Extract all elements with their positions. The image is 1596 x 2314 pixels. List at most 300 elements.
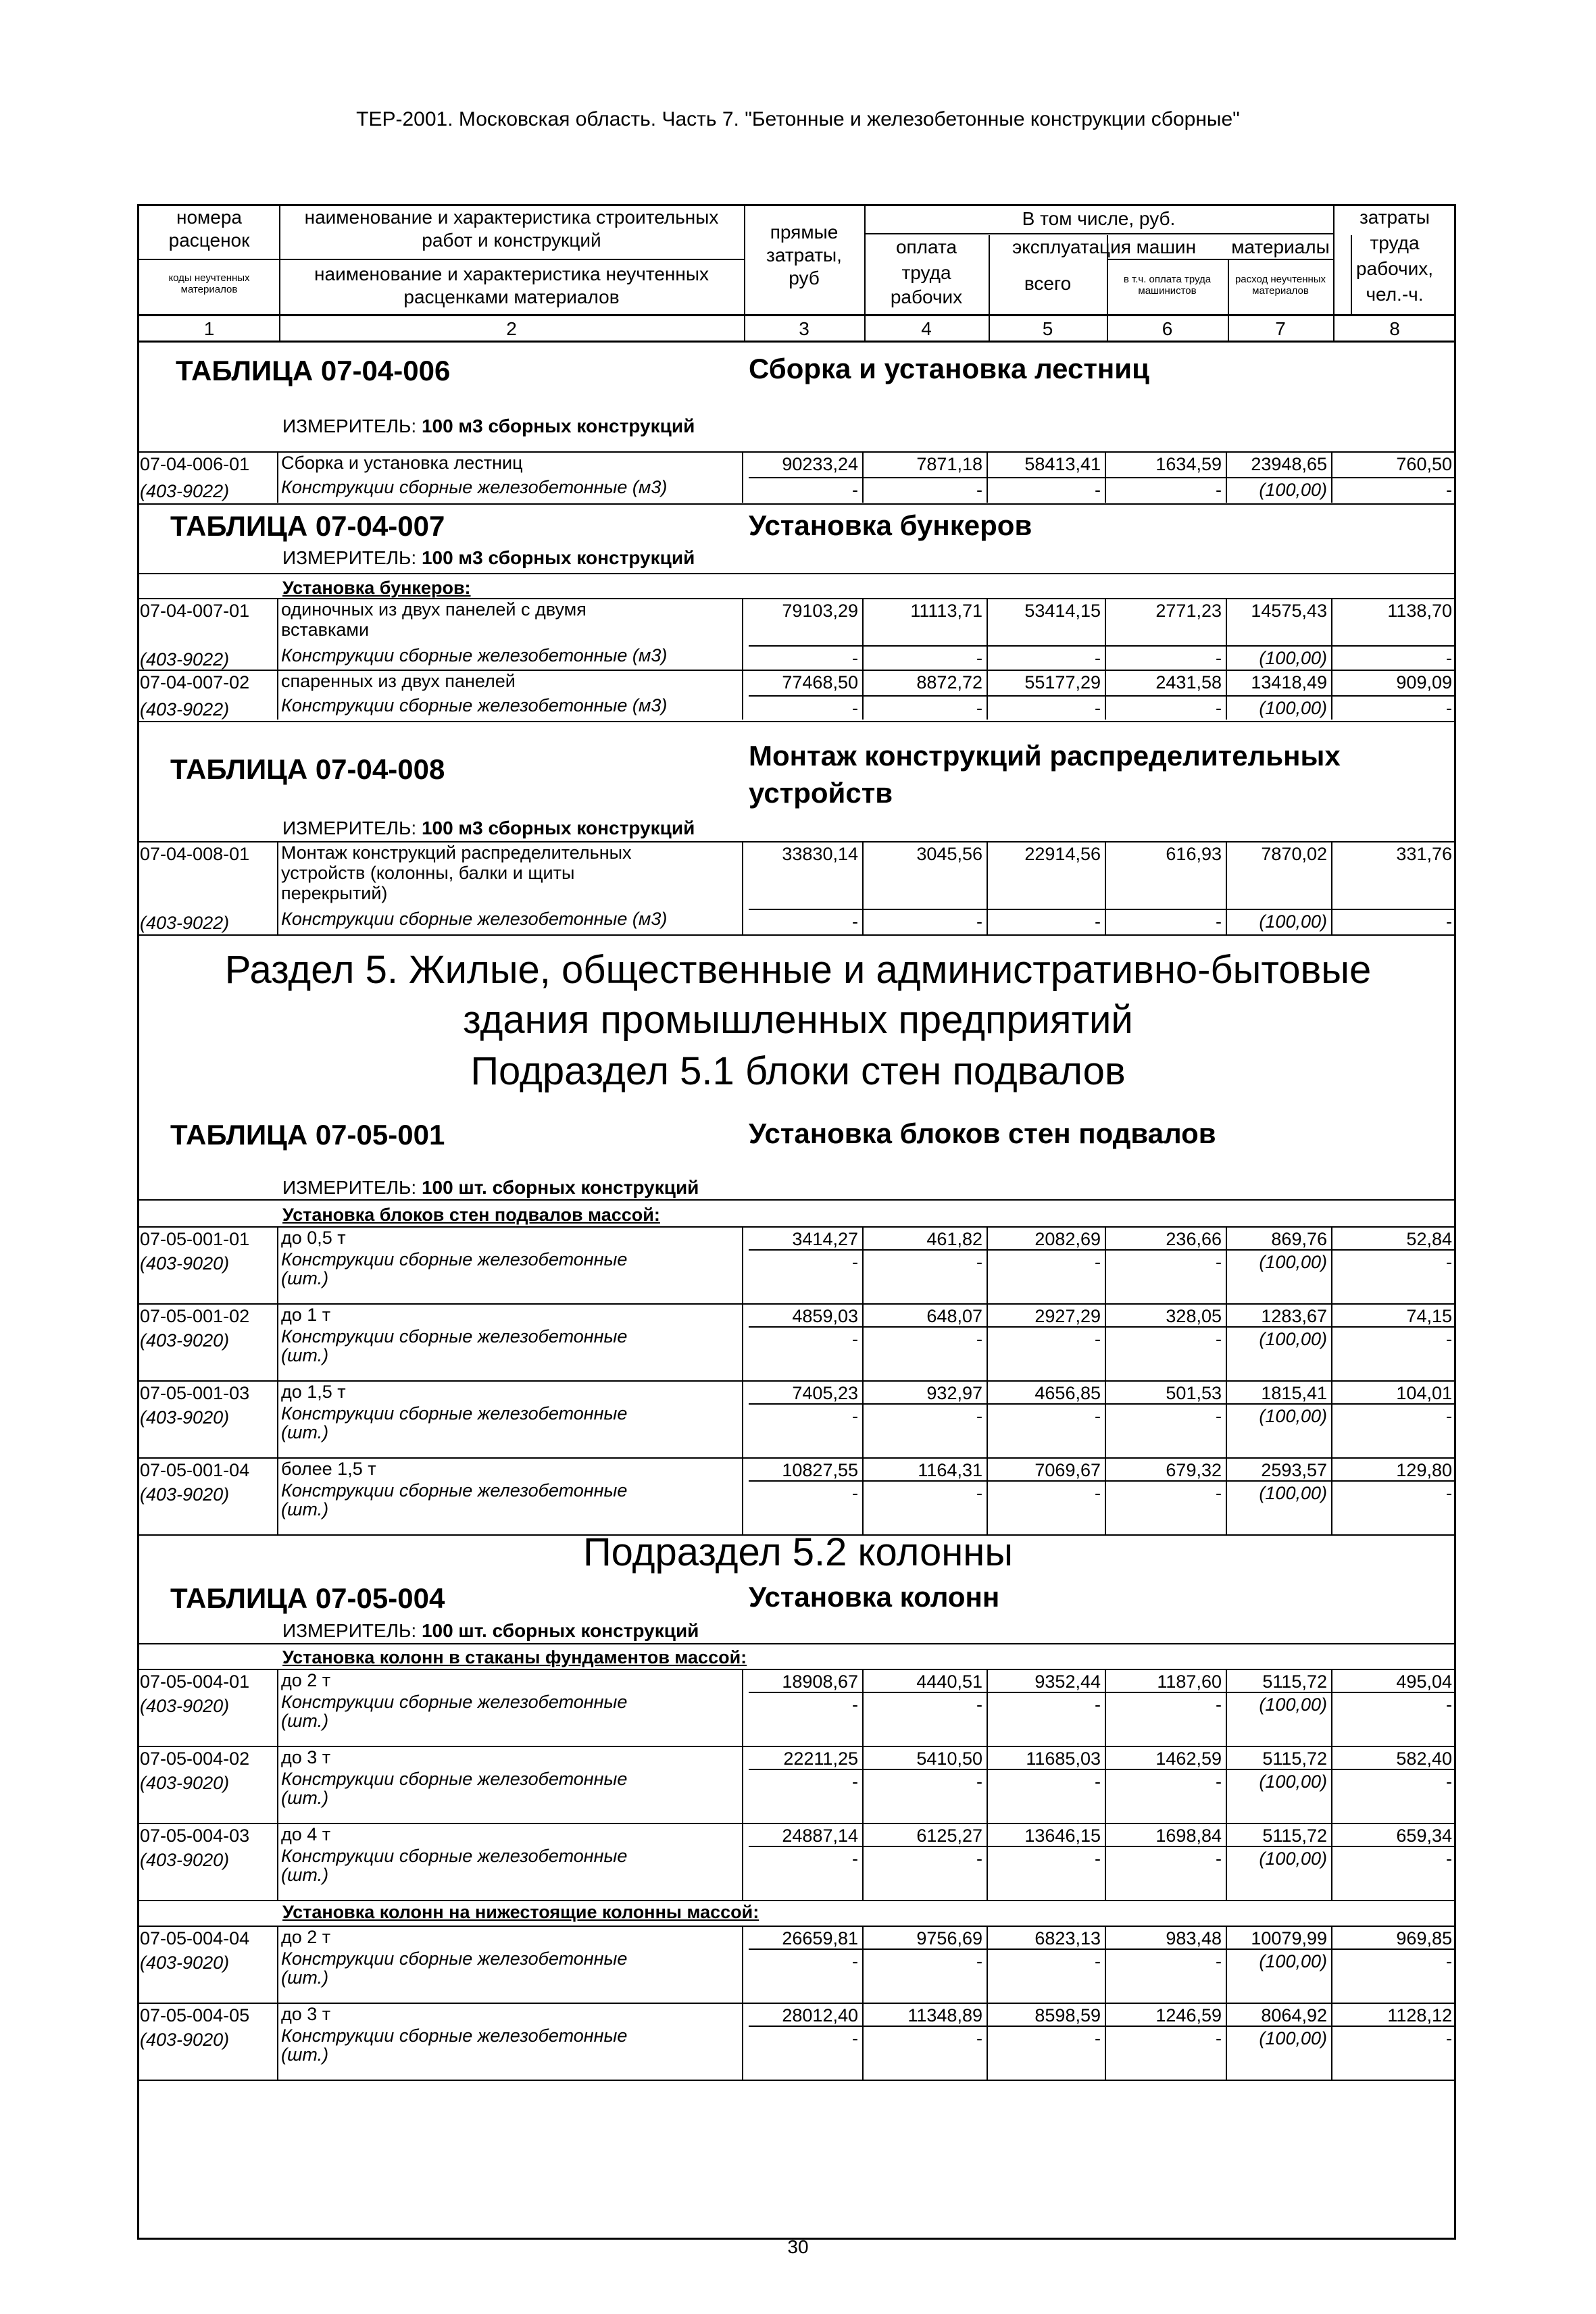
value-cell: 495,04 (1396, 1671, 1452, 1692)
value-cell: - (976, 1848, 982, 1869)
value-cell: 236,66 (1166, 1229, 1222, 1249)
material-name: (шт.) (281, 1268, 329, 1288)
rule (137, 1900, 1456, 1901)
rate-code: 07-05-004-04 (140, 1928, 250, 1948)
material-code: (403-9022) (140, 699, 230, 720)
value-cell: - (852, 911, 858, 932)
value-cell: 4859,03 (792, 1306, 858, 1326)
value-cell: - (1095, 648, 1101, 668)
value-cell: 79103,29 (782, 601, 858, 621)
material-name: Конструкции сборные железобетонные (281, 1948, 628, 1969)
value-cell: - (1095, 1694, 1101, 1715)
value-cell: 1164,31 (918, 1460, 982, 1480)
value-cell: 1698,84 (1155, 1826, 1222, 1846)
value-cell: 331,76 (1396, 844, 1452, 864)
table-name: Установка колонн (749, 1581, 1000, 1613)
value-cell: 5115,72 (1262, 1671, 1327, 1692)
rule (749, 695, 1456, 697)
rate-code: 07-04-007-01 (140, 601, 250, 621)
value-cell: - (1216, 1252, 1222, 1272)
value-cell: (100,00) (1259, 1951, 1327, 1971)
value-cell: 5410,50 (916, 1749, 982, 1769)
value-cell: - (1446, 648, 1452, 668)
material-code: (403-9020) (140, 1253, 230, 1274)
value-cell: - (1216, 2028, 1222, 2048)
value-cell: - (852, 1951, 858, 1971)
value-cell: 5115,72 (1262, 1826, 1327, 1846)
page-number: 30 (787, 2236, 809, 2257)
value-cell: - (1446, 2028, 1452, 2048)
value-cell: 1128,12 (1387, 2005, 1452, 2026)
value-cell: - (852, 1252, 858, 1272)
value-cell: - (1095, 1848, 1101, 1869)
header-name-bottom1: наименование и характеристика неучтенных (314, 263, 709, 284)
rule (749, 1326, 1456, 1328)
material-name: Конструкции сборные железобетонные (281, 1846, 628, 1866)
value-cell: 1634,59 (1155, 454, 1222, 474)
work-name: вставками (281, 620, 370, 640)
rule (749, 1403, 1456, 1405)
value-cell: 1462,59 (1155, 1749, 1222, 1769)
rate-code: 07-05-001-02 (140, 1306, 250, 1326)
material-name: (шт.) (281, 1788, 329, 1808)
work-name: перекрытий) (281, 883, 388, 903)
value-cell: - (1095, 1951, 1101, 1971)
value-cell: (100,00) (1259, 648, 1327, 668)
material-name: Конструкции сборные железобетонные (м3) (281, 909, 668, 929)
value-cell: 5115,72 (1262, 1749, 1327, 1769)
value-cell: - (1446, 1694, 1452, 1715)
header-wages2: труда (901, 262, 951, 283)
work-name: Сборка и установка лестниц (281, 453, 523, 473)
rate-code: 07-05-001-04 (140, 1460, 250, 1480)
value-cell: 328,05 (1166, 1306, 1222, 1326)
material-name: Конструкции сборные железобетонные (281, 1480, 628, 1501)
table-title: ТАБЛИЦА 07-04-006 (176, 355, 451, 386)
value-cell: - (976, 1771, 982, 1792)
table-name: Установка блоков стен подвалов (749, 1117, 1216, 1149)
value-cell: 129,80 (1396, 1460, 1452, 1480)
rule (749, 1846, 1456, 1847)
value-cell: 1187,60 (1157, 1671, 1222, 1692)
material-name: (шт.) (281, 1499, 329, 1519)
material-code: (403-9020) (140, 1696, 230, 1716)
col-num: 4 (921, 318, 932, 339)
material-name: Конструкции сборные железобетонные (281, 1249, 628, 1269)
value-cell: - (1446, 1771, 1452, 1792)
value-cell: - (976, 1951, 982, 1971)
value-cell: - (852, 1694, 858, 1715)
value-cell: - (1446, 1848, 1452, 1869)
value-cell: 26659,81 (782, 1928, 858, 1948)
value-cell: 4440,51 (916, 1671, 982, 1692)
table-header (139, 206, 1454, 316)
value-cell: 679,32 (1166, 1460, 1222, 1480)
value-cell: (100,00) (1259, 911, 1327, 932)
value-cell: - (976, 480, 982, 500)
value-cell: (100,00) (1259, 1771, 1327, 1792)
value-cell: - (976, 1694, 982, 1715)
measure-unit: 100 м3 сборных конструкций (421, 547, 695, 568)
material-name: (шт.) (281, 1967, 329, 1988)
material-code: (403-9020) (140, 1484, 230, 1505)
rate-code: 07-05-001-01 (140, 1229, 250, 1249)
col-num: 3 (799, 318, 809, 339)
value-cell: 13418,49 (1251, 672, 1327, 693)
material-name: (шт.) (281, 2044, 329, 2065)
material-name: Конструкции сборные железобетонные (281, 1769, 628, 1789)
measure-unit: 100 м3 сборных конструкций (421, 416, 695, 436)
value-cell: - (852, 2028, 858, 2048)
value-cell: - (1446, 1252, 1452, 1272)
value-cell: 9756,69 (916, 1928, 982, 1948)
measure-line (282, 1620, 699, 1642)
rule (749, 1769, 1456, 1770)
material-code: (403-9022) (140, 913, 230, 933)
value-cell: 983,48 (1166, 1928, 1222, 1948)
rule (749, 1948, 1456, 1950)
header-incl: В том числе, руб. (1022, 208, 1176, 229)
value-cell: (100,00) (1259, 2028, 1327, 2048)
value-cell: - (976, 1406, 982, 1426)
measure-label: ИЗМЕРИТЕЛЬ: (282, 1620, 417, 1641)
measure-line (282, 416, 695, 437)
value-cell: 11113,71 (910, 601, 982, 621)
header-machines-wages: в т.ч. оплата труда машинистов (1123, 274, 1212, 297)
material-name: Конструкции сборные железобетонные (м3) (281, 695, 668, 715)
value-cell: (100,00) (1259, 1329, 1327, 1349)
work-name: до 0,5 т (281, 1228, 346, 1248)
value-cell: - (1216, 911, 1222, 932)
value-cell: 648,07 (926, 1306, 982, 1326)
value-cell: - (1095, 2028, 1101, 2048)
value-cell: 23948,65 (1251, 454, 1327, 474)
measure-label: ИЗМЕРИТЕЛЬ: (282, 547, 417, 568)
material-name: (шт.) (281, 1422, 329, 1442)
header-machines: эксплуатация машин (1012, 236, 1197, 257)
header-wages1: оплата (895, 236, 957, 257)
value-cell: - (1446, 698, 1452, 718)
value-cell: 11348,89 (907, 2005, 982, 2026)
work-name: Монтаж конструкций распределительных (281, 842, 632, 863)
rate-code: 07-05-001-03 (140, 1383, 250, 1403)
value-cell: 6823,13 (1034, 1928, 1101, 1948)
value-cell: - (1446, 911, 1452, 932)
measure-line (282, 547, 695, 569)
value-cell: - (1216, 1329, 1222, 1349)
table-name: Установка бункеров (749, 509, 1032, 541)
value-cell: 869,76 (1271, 1229, 1327, 1249)
value-cell: 7405,23 (792, 1383, 858, 1403)
measure-unit: 100 шт. сборных конструкций (421, 1620, 699, 1641)
value-cell: - (1216, 1694, 1222, 1715)
value-cell: - (976, 911, 982, 932)
material-name: (шт.) (281, 1711, 329, 1731)
subsection-title: Подраздел 5.2 колонны (582, 1530, 1014, 1574)
value-cell: - (852, 480, 858, 500)
value-cell: - (1446, 1329, 1452, 1349)
group-title: Установка колонн на нижестоящие колонны массой: (282, 1902, 759, 1922)
value-cell: - (1216, 1951, 1222, 1971)
value-cell: - (976, 1329, 982, 1349)
value-cell: 7870,02 (1261, 844, 1327, 864)
table-name-line2: устройств (749, 777, 893, 809)
value-cell: (100,00) (1259, 1483, 1327, 1503)
rule (749, 1480, 1456, 1482)
rate-code: 07-05-004-01 (140, 1671, 250, 1692)
measure-line (282, 1177, 699, 1199)
value-cell: 3045,56 (916, 844, 982, 864)
col-num: 5 (1042, 318, 1053, 339)
material-code: (403-9022) (140, 649, 230, 670)
value-cell: 52,84 (1406, 1229, 1452, 1249)
value-cell: - (852, 1406, 858, 1426)
work-name: до 3 т (281, 2004, 331, 2024)
measure-unit: 100 шт. сборных конструкций (421, 1177, 699, 1198)
work-name: до 2 т (281, 1670, 331, 1690)
rule (749, 2026, 1456, 2027)
header-labor4: чел.-ч. (1366, 284, 1424, 305)
table-name-line1: Монтаж конструкций распределительных (749, 740, 1341, 772)
header-materials: материалы (1231, 236, 1330, 257)
value-cell: - (976, 2028, 982, 2048)
value-cell: - (852, 1848, 858, 1869)
value-cell: - (852, 1483, 858, 1503)
value-cell: - (976, 648, 982, 668)
measure-label: ИЗМЕРИТЕЛЬ: (282, 416, 417, 436)
value-cell: 2431,58 (1155, 672, 1222, 693)
header-labor3: рабочих, (1355, 258, 1434, 279)
value-cell: 909,09 (1396, 672, 1452, 693)
value-cell: - (1095, 1483, 1101, 1503)
rule (749, 477, 1456, 478)
material-code: (403-9020) (140, 1330, 230, 1351)
header-code-top: номера (176, 207, 242, 228)
value-cell: - (1446, 1406, 1452, 1426)
value-cell: 11685,03 (1026, 1749, 1101, 1769)
rule (137, 721, 1456, 722)
work-name: более 1,5 т (281, 1459, 376, 1479)
value-cell: 1138,70 (1387, 601, 1452, 621)
value-cell: - (976, 1252, 982, 1272)
section-title: Раздел 5. Жилые, общественные и административно-бытовые (224, 948, 1372, 992)
rule (137, 934, 1456, 936)
value-cell: 501,53 (1166, 1383, 1222, 1403)
material-code: (403-9020) (140, 1407, 230, 1428)
value-cell: - (1095, 911, 1101, 932)
value-cell: 2593,57 (1261, 1460, 1327, 1480)
header-labor1: затраты (1359, 207, 1430, 228)
value-cell: 8064,92 (1261, 2005, 1327, 2026)
value-cell: 8872,72 (916, 672, 982, 693)
value-cell: 10827,55 (782, 1460, 858, 1480)
value-cell: (100,00) (1259, 1406, 1327, 1426)
table-name: Сборка и установка лестниц (749, 353, 1149, 384)
header-name-bottom2: расценками материалов (403, 286, 620, 307)
value-cell: 53414,15 (1024, 601, 1101, 621)
value-cell: - (852, 648, 858, 668)
rate-code: 07-04-008-01 (140, 844, 250, 864)
value-cell: 3414,27 (792, 1229, 858, 1249)
measure-unit: 100 м3 сборных конструкций (421, 818, 695, 838)
material-code: (403-9020) (140, 1850, 230, 1870)
work-name: до 3 т (281, 1747, 331, 1767)
value-cell: - (1095, 1252, 1101, 1272)
material-name: Конструкции сборные железобетонные (281, 1692, 628, 1712)
value-cell: - (1446, 480, 1452, 500)
work-name: до 4 т (281, 1824, 331, 1844)
col-num: 8 (1389, 318, 1400, 339)
material-name: Конструкции сборные железобетонные (281, 1326, 628, 1347)
material-name: (шт.) (281, 1865, 329, 1885)
column-numbers (139, 316, 1454, 343)
value-cell: 77468,50 (782, 672, 858, 693)
value-cell: - (1446, 1483, 1452, 1503)
rate-code: 07-05-004-02 (140, 1749, 250, 1769)
work-name: до 1,5 т (281, 1382, 346, 1402)
value-cell: - (1095, 1771, 1101, 1792)
value-cell: (100,00) (1259, 480, 1327, 500)
value-cell: 932,97 (926, 1383, 982, 1403)
table-title: ТАБЛИЦА 07-04-008 (170, 753, 445, 785)
value-cell: 33830,14 (782, 844, 858, 864)
rule (749, 1692, 1456, 1693)
material-name: Конструкции сборные железобетонные (281, 2026, 628, 2046)
value-cell: 1815,41 (1261, 1383, 1327, 1403)
header-direct3: руб (789, 268, 820, 288)
value-cell: - (1095, 480, 1101, 500)
value-cell: - (1446, 1951, 1452, 1971)
rate-code: 07-05-004-05 (140, 2005, 250, 2026)
value-cell: - (1216, 1483, 1222, 1503)
value-cell: 90233,24 (782, 454, 858, 474)
value-cell: (100,00) (1259, 698, 1327, 718)
table-title: ТАБЛИЦА 07-05-001 (170, 1119, 445, 1151)
rule (137, 573, 1456, 574)
value-cell: 659,34 (1396, 1826, 1452, 1846)
value-cell: 55177,29 (1024, 672, 1101, 693)
material-name: Конструкции сборные железобетонные (м3) (281, 477, 668, 497)
material-code: (403-9020) (140, 2030, 230, 2050)
value-cell: 461,82 (926, 1229, 982, 1249)
value-cell: 8598,59 (1034, 2005, 1101, 2026)
header-code-bottom: коды неучтенных материалов (168, 272, 250, 295)
material-code: (403-9020) (140, 1953, 230, 1973)
rule (137, 1643, 1456, 1644)
value-cell: 14575,43 (1251, 601, 1327, 621)
header-name-top1: наименование и характеристика строительных (304, 207, 719, 228)
value-cell: 2927,29 (1034, 1306, 1101, 1326)
value-cell: 18908,67 (782, 1671, 858, 1692)
col-num: 2 (506, 318, 517, 339)
value-cell: - (852, 698, 858, 718)
measure-label: ИЗМЕРИТЕЛЬ: (282, 818, 417, 838)
rule (749, 909, 1456, 910)
value-cell: - (1216, 1406, 1222, 1426)
material-name: (шт.) (281, 1345, 329, 1365)
col-num: 7 (1275, 318, 1286, 339)
value-cell: (100,00) (1259, 1252, 1327, 1272)
measure-line (282, 818, 695, 839)
subsection-title: Подраздел 5.1 блоки стен подвалов (470, 1049, 1126, 1093)
value-cell: - (1216, 648, 1222, 668)
header-labor2: труда (1370, 232, 1420, 253)
value-cell: 2082,69 (1034, 1229, 1101, 1249)
value-cell: 6125,27 (916, 1826, 982, 1846)
value-cell: - (1216, 480, 1222, 500)
value-cell: 22914,56 (1024, 844, 1101, 864)
work-name: до 1 т (281, 1305, 331, 1325)
group-title: Установка блоков стен подвалов массой: (282, 1205, 660, 1225)
value-cell: 1246,59 (1155, 2005, 1222, 2026)
table-title: ТАБЛИЦА 07-05-004 (170, 1582, 445, 1614)
value-cell: - (1216, 698, 1222, 718)
rate-code: 07-05-004-03 (140, 1826, 250, 1846)
value-cell: 582,40 (1396, 1749, 1452, 1769)
value-cell: - (852, 1771, 858, 1792)
rate-code: 07-04-006-01 (140, 454, 250, 474)
value-cell: - (1095, 1406, 1101, 1426)
group-title: Установка колонн в стаканы фундаментов массой: (282, 1647, 747, 1667)
col-num: 1 (203, 318, 215, 339)
group-title: Установка бункеров: (282, 578, 471, 598)
value-cell: - (1095, 1329, 1101, 1349)
page-header: ТЕР-2001. Московская область. Часть 7. "Бетонные и железобетонные конструкции сборные" (356, 108, 1240, 130)
measure-label: ИЗМЕРИТЕЛЬ: (282, 1177, 417, 1198)
value-cell: - (852, 1329, 858, 1349)
header-direct1: прямые (770, 222, 839, 243)
value-cell: - (1095, 698, 1101, 718)
value-cell: 2771,23 (1155, 601, 1222, 621)
value-cell: - (1216, 1771, 1222, 1792)
section-title: здания промышленных предприятий (463, 998, 1133, 1042)
value-cell: 7871,18 (916, 454, 982, 474)
value-cell: (100,00) (1259, 1694, 1327, 1715)
material-name: Конструкции сборные железобетонные (281, 1403, 628, 1424)
value-cell: 104,01 (1396, 1383, 1452, 1403)
value-cell: 7069,67 (1034, 1460, 1101, 1480)
work-name: спаренных из двух панелей (281, 671, 516, 691)
value-cell: - (976, 1483, 982, 1503)
rule (749, 1249, 1456, 1251)
value-cell: (100,00) (1259, 1848, 1327, 1869)
rate-code: 07-04-007-02 (140, 672, 250, 693)
value-cell: 22211,25 (783, 1749, 858, 1769)
table-title: ТАБЛИЦА 07-04-007 (170, 510, 445, 542)
rule (137, 503, 1456, 505)
value-cell: 616,93 (1166, 844, 1222, 864)
material-name: Конструкции сборные железобетонные (м3) (281, 645, 668, 665)
value-cell: - (1216, 1848, 1222, 1869)
value-cell: 74,15 (1406, 1306, 1452, 1326)
value-cell: 24887,14 (782, 1826, 858, 1846)
value-cell: 760,50 (1396, 454, 1452, 474)
value-cell: 1283,67 (1261, 1306, 1327, 1326)
header-machines-total: всего (1024, 273, 1072, 294)
rule (137, 2080, 1456, 2081)
value-cell: 58413,41 (1024, 454, 1101, 474)
rule (137, 1199, 1456, 1201)
value-cell: 10079,99 (1251, 1928, 1327, 1948)
value-cell: 969,85 (1396, 1928, 1452, 1948)
header-direct2: затраты, (766, 245, 842, 266)
header-wages3: рабочих (890, 286, 963, 307)
value-cell: 4656,85 (1034, 1383, 1101, 1403)
col-num: 6 (1162, 318, 1173, 339)
work-name: одиночных из двух панелей с двумя (281, 599, 587, 620)
header-code-top2: расценок (168, 230, 250, 251)
material-code: (403-9020) (140, 1773, 230, 1793)
